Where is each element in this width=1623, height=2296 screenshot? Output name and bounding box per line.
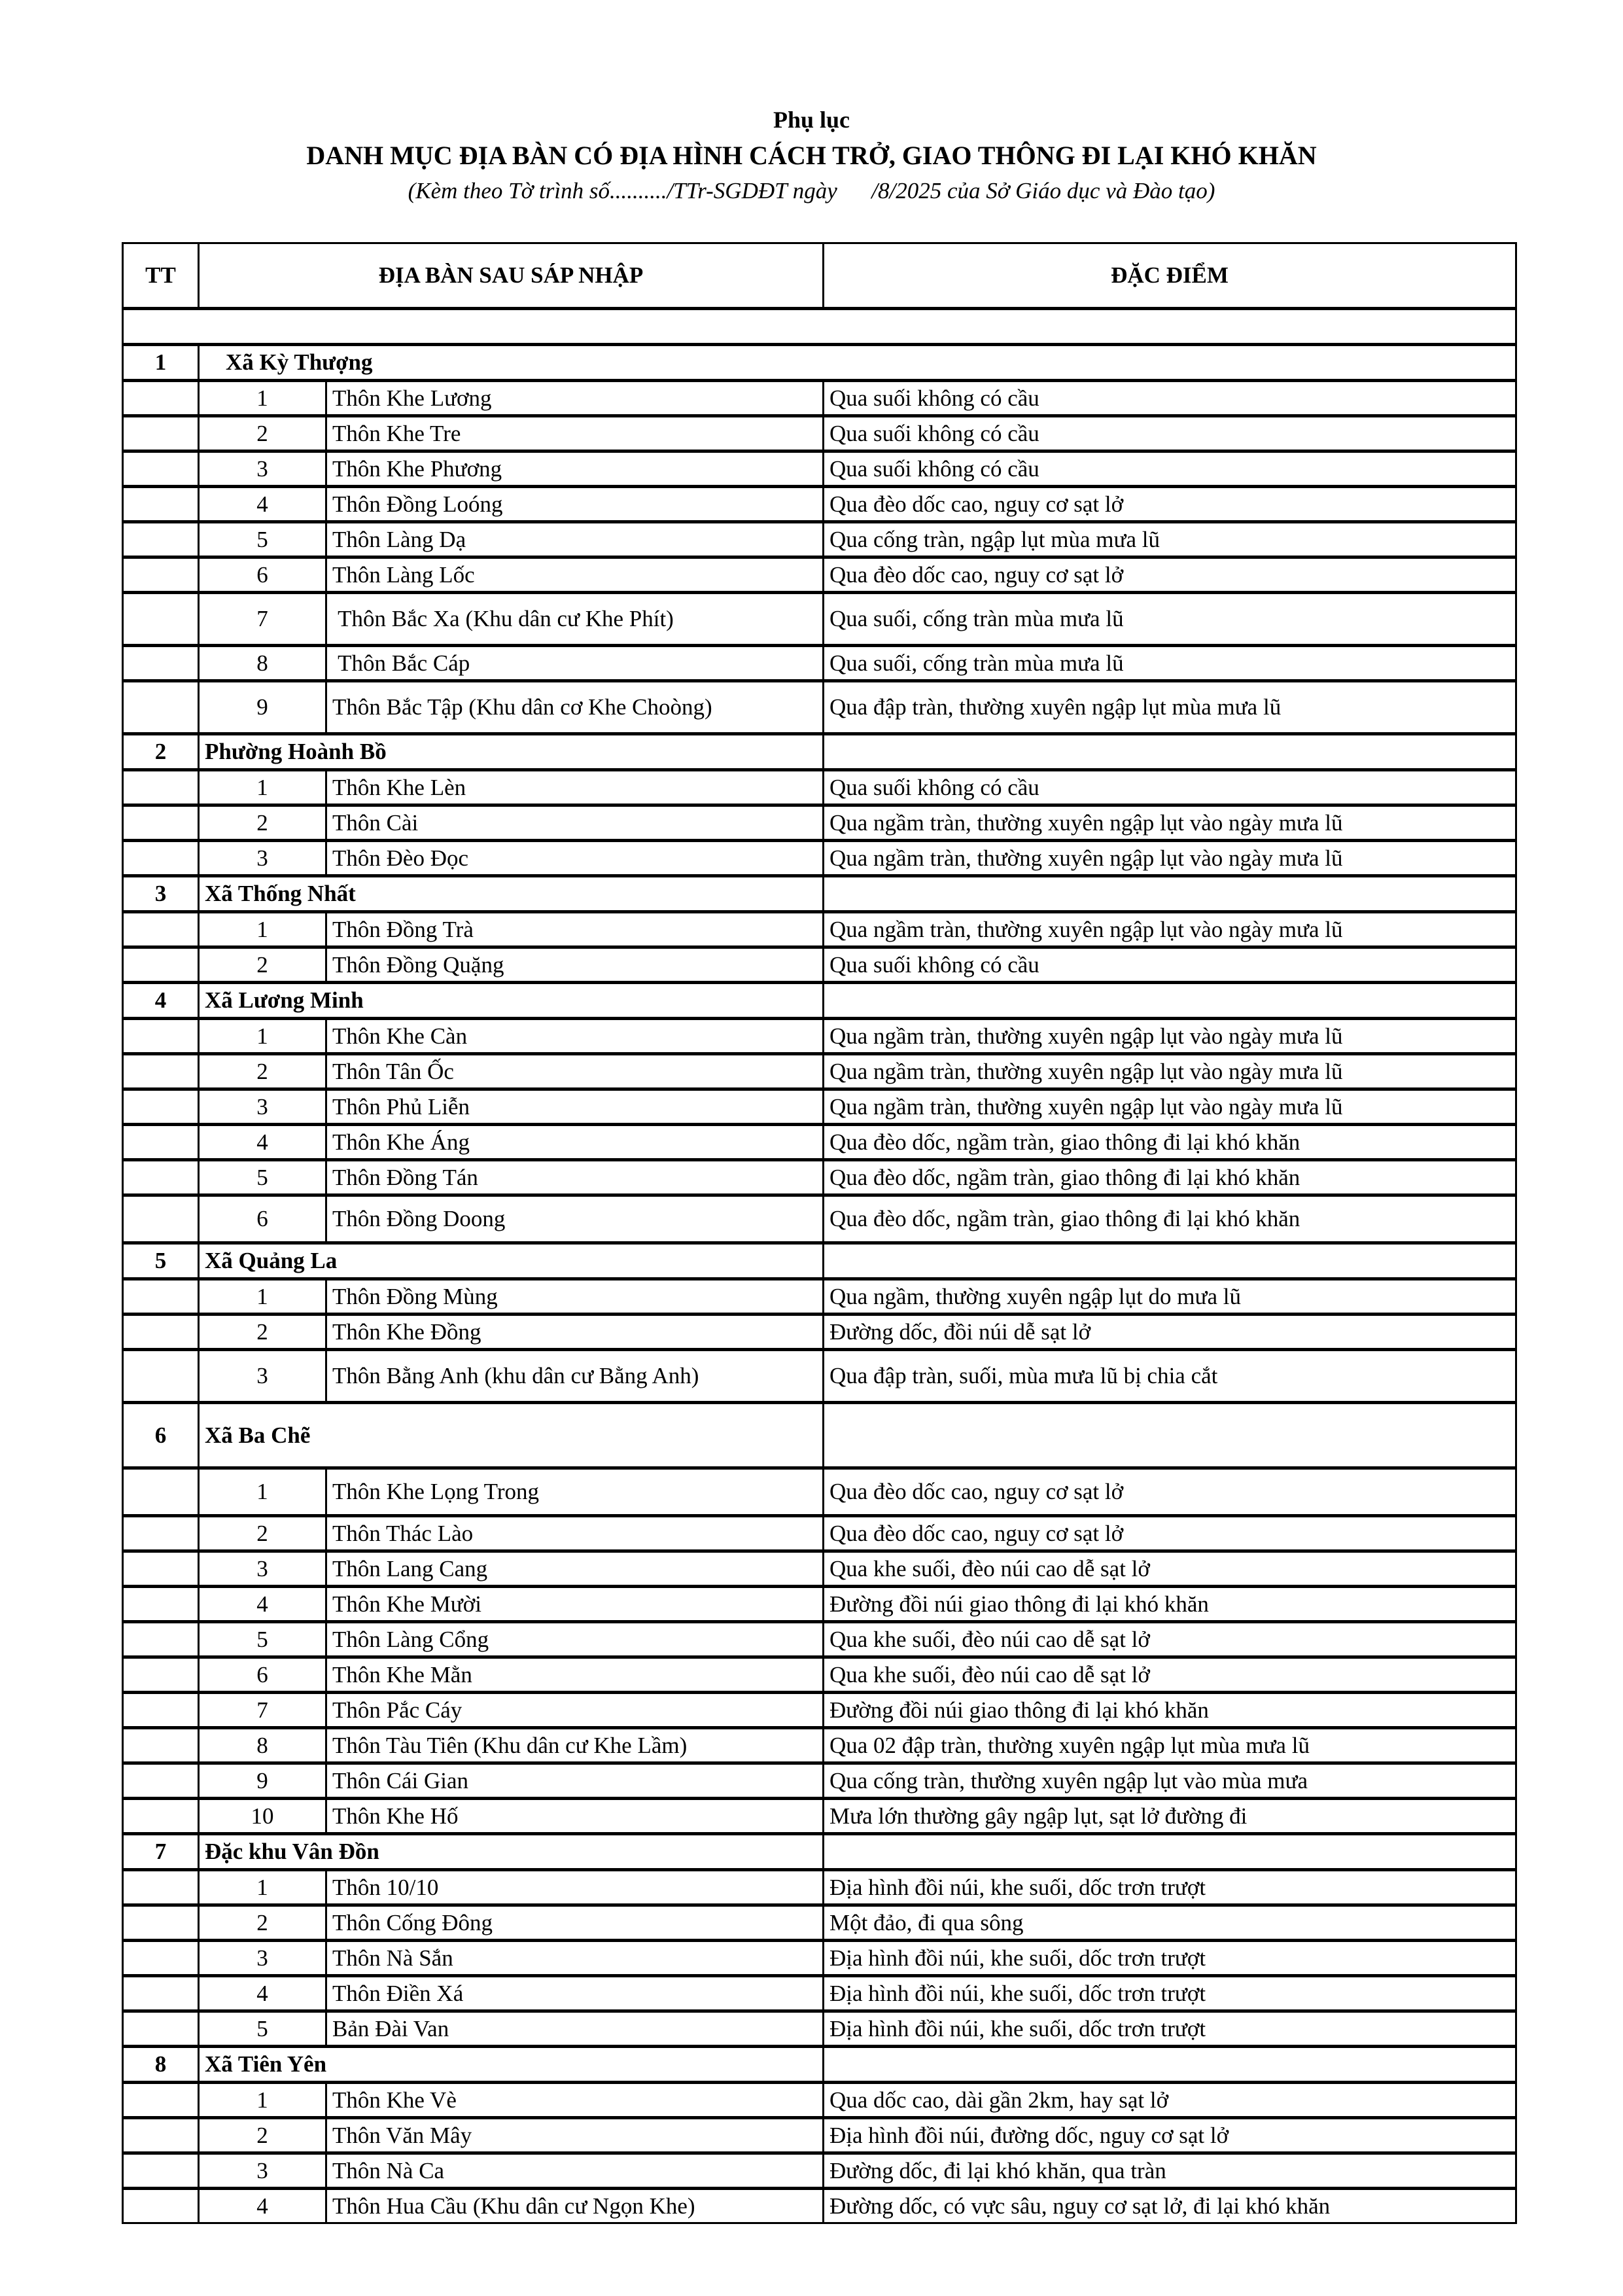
village-name: Thôn Hua Cầu (Khu dân cư Ngọn Khe) [326, 2189, 824, 2223]
item-number: 3 [199, 1941, 326, 1976]
group-row [123, 876, 1516, 912]
table-row [123, 2189, 1516, 2223]
feature-description: Qua ngầm tràn, thường xuyên ngập lụt vào ngày mưa lũ [824, 912, 1516, 947]
column-header-tt: TT [123, 243, 199, 309]
locations-table [122, 242, 1517, 2224]
feature-description: Địa hình đồi núi, đường dốc, nguy cơ sạt lở [824, 2118, 1516, 2153]
item-number: 3 [199, 451, 326, 487]
tt-empty-cell [123, 1551, 199, 1587]
item-number: 6 [199, 1657, 326, 1693]
table-row [123, 1516, 1516, 1551]
feature-description: Đường đồi núi giao thông đi lại khó khăn [824, 1587, 1516, 1622]
tt-empty-cell [123, 1976, 199, 2011]
tt-empty-cell [123, 1763, 199, 1799]
item-number: 3 [199, 1089, 326, 1125]
group-row [123, 2047, 1516, 2083]
feature-description: Qua đèo dốc cao, nguy cơ sạt lở [824, 1516, 1516, 1551]
group-name: Xã Tiên Yên [199, 2047, 824, 2083]
feature-description: Đường dốc, đi lại khó khăn, qua tràn [824, 2153, 1516, 2189]
feature-description: Qua khe suối, đèo núi cao dễ sạt lở [824, 1622, 1516, 1657]
empty-spacer-row [123, 309, 1516, 345]
village-name: Thôn Cống Đông [326, 1905, 824, 1941]
tt-empty-cell [123, 646, 199, 681]
table-row [123, 1693, 1516, 1728]
village-name: Thôn Văn Mây [326, 2118, 824, 2153]
table-row [123, 2083, 1516, 2118]
feature-description: Qua đèo dốc, ngầm tràn, giao thông đi lại khó khăn [824, 1160, 1516, 1195]
item-number: 2 [199, 2118, 326, 2153]
feature-description: Qua đèo dốc, ngầm tràn, giao thông đi lại khó khăn [824, 1125, 1516, 1160]
group-feature-empty [824, 1243, 1516, 1279]
table-row [123, 2011, 1516, 2047]
tt-empty-cell [123, 1315, 199, 1350]
group-number: 2 [123, 734, 199, 770]
feature-description: Qua ngầm tràn, thường xuyên ngập lụt vào ngày mưa lũ [824, 841, 1516, 876]
village-name: Thôn Bằng Anh (khu dân cư Bằng Anh) [326, 1350, 824, 1403]
item-number: 4 [199, 2189, 326, 2223]
table-row [123, 1551, 1516, 1587]
table-row [123, 557, 1516, 593]
village-name: Thôn Tân Ốc [326, 1054, 824, 1089]
group-feature-empty [824, 983, 1516, 1019]
feature-description: Qua khe suối, đèo núi cao dễ sạt lở [824, 1657, 1516, 1693]
table-row [123, 947, 1516, 983]
item-number: 1 [199, 2083, 326, 2118]
village-name: Thôn Điền Xá [326, 1976, 824, 2011]
village-name: Thôn Lang Cang [326, 1551, 824, 1587]
item-number: 1 [199, 381, 326, 416]
appendix-label: Phụ lục [773, 107, 850, 133]
column-header-location: ĐỊA BÀN SAU SÁP NHẬP [199, 243, 824, 309]
feature-description: Qua đập tràn, thường xuyên ngập lụt mùa mưa lũ [824, 681, 1516, 734]
table-row [123, 1905, 1516, 1941]
feature-description: Qua đèo dốc cao, nguy cơ sạt lở [824, 1468, 1516, 1516]
feature-description: Qua đèo dốc, ngầm tràn, giao thông đi lại khó khăn [824, 1195, 1516, 1243]
table-row [123, 1468, 1516, 1516]
feature-description: Địa hình đồi núi, khe suối, dốc trơn trượt [824, 2011, 1516, 2047]
table-row [123, 1728, 1516, 1763]
item-number: 3 [199, 1551, 326, 1587]
item-number: 8 [199, 646, 326, 681]
item-number: 6 [199, 557, 326, 593]
item-number: 1 [199, 1279, 326, 1315]
item-number: 9 [199, 1763, 326, 1799]
table-row [123, 1195, 1516, 1243]
item-number: 10 [199, 1799, 326, 1834]
tt-empty-cell [123, 1622, 199, 1657]
item-number: 3 [199, 841, 326, 876]
group-feature-empty [824, 1834, 1516, 1870]
item-number: 5 [199, 1622, 326, 1657]
group-row [123, 1243, 1516, 1279]
village-name: Thôn Khe Hố [326, 1799, 824, 1834]
village-name: Thôn Khe Đồng [326, 1315, 824, 1350]
village-name: Thôn Đèo Đọc [326, 841, 824, 876]
group-number: 3 [123, 876, 199, 912]
tt-empty-cell [123, 1160, 199, 1195]
village-name: Thôn Đồng Quặng [326, 947, 824, 983]
tt-empty-cell [123, 841, 199, 876]
tt-empty-cell [123, 1125, 199, 1160]
item-number: 3 [199, 2153, 326, 2189]
group-number: 8 [123, 2047, 199, 2083]
table-row [123, 416, 1516, 451]
group-row [123, 983, 1516, 1019]
group-number: 5 [123, 1243, 199, 1279]
item-number: 2 [199, 1315, 326, 1350]
table-row [123, 1622, 1516, 1657]
table-row [123, 681, 1516, 734]
feature-description: Qua cống tràn, thường xuyên ngập lụt vào mùa mưa [824, 1763, 1516, 1799]
feature-description: Đường dốc, có vực sâu, nguy cơ sạt lở, đi lại khó khăn [824, 2189, 1516, 2223]
table-row [123, 1350, 1516, 1403]
tt-empty-cell [123, 1693, 199, 1728]
tt-empty-cell [123, 1870, 199, 1905]
item-number: 1 [199, 1870, 326, 1905]
village-name: Thôn Đồng Trà [326, 912, 824, 947]
table-row [123, 1657, 1516, 1693]
village-name: Bản Đài Van [326, 2011, 824, 2047]
tt-empty-cell [123, 770, 199, 805]
tt-empty-cell [123, 1195, 199, 1243]
feature-description: Qua suối không có cầu [824, 947, 1516, 983]
table-row [123, 841, 1516, 876]
group-name: Xã Ba Chẽ [199, 1403, 824, 1468]
table-row [123, 1160, 1516, 1195]
document-title: DANH MỤC ĐỊA BÀN CÓ ĐỊA HÌNH CÁCH TRỞ, GIAO THÔNG ĐI LẠI KHÓ KHĂN [306, 141, 1317, 170]
group-name: Xã Lương Minh [199, 983, 824, 1019]
table-row [123, 1019, 1516, 1054]
feature-description: Qua dốc cao, dài gần 2km, hay sạt lở [824, 2083, 1516, 2118]
tt-empty-cell [123, 487, 199, 522]
table-row [123, 487, 1516, 522]
feature-description: Qua suối không có cầu [824, 381, 1516, 416]
table-row [123, 770, 1516, 805]
table-row [123, 1870, 1516, 1905]
village-name: Thôn Đồng Doong [326, 1195, 824, 1243]
village-name: Thôn Làng Lốc [326, 557, 824, 593]
village-name: Thôn Làng Cổng [326, 1622, 824, 1657]
village-name: Thôn Bắc Xa (Khu dân cư Khe Phít) [326, 593, 824, 646]
group-name: Xã Thống Nhất [199, 876, 824, 912]
village-name: Thôn Khe Vè [326, 2083, 824, 2118]
feature-description: Qua suối không có cầu [824, 416, 1516, 451]
item-number: 9 [199, 681, 326, 734]
item-number: 2 [199, 1905, 326, 1941]
table-row [123, 1315, 1516, 1350]
tt-empty-cell [123, 1905, 199, 1941]
table-row [123, 2153, 1516, 2189]
table-row [123, 381, 1516, 416]
village-name: Thôn Khe Lương [326, 381, 824, 416]
group-feature-empty [824, 2047, 1516, 2083]
feature-description: Qua cống tràn, ngập lụt mùa mưa lũ [824, 522, 1516, 557]
tt-empty-cell [123, 2189, 199, 2223]
village-name: Thôn Đồng Mùng [326, 1279, 824, 1315]
tt-empty-cell [123, 912, 199, 947]
table-row [123, 522, 1516, 557]
village-name: Thôn Cài [326, 805, 824, 841]
village-name: Thôn Bắc Cáp [326, 646, 824, 681]
item-number: 5 [199, 1160, 326, 1195]
feature-description: Qua suối không có cầu [824, 770, 1516, 805]
feature-description: Qua đèo dốc cao, nguy cơ sạt lở [824, 557, 1516, 593]
tt-empty-cell [123, 1516, 199, 1551]
tt-empty-cell [123, 1468, 199, 1516]
table-row [123, 451, 1516, 487]
item-number: 2 [199, 947, 326, 983]
table-row [123, 1763, 1516, 1799]
feature-description: Đường đồi núi giao thông đi lại khó khăn [824, 1693, 1516, 1728]
tt-empty-cell [123, 1587, 199, 1622]
village-name: Thôn Làng Dạ [326, 522, 824, 557]
feature-description: Địa hình đồi núi, khe suối, dốc trơn trượt [824, 1976, 1516, 2011]
village-name: Thôn Khe Lọng Trong [326, 1468, 824, 1516]
table-row [123, 1125, 1516, 1160]
feature-description: Một đảo, đi qua sông [824, 1905, 1516, 1941]
table-row [123, 2118, 1516, 2153]
feature-description: Qua ngầm tràn, thường xuyên ngập lụt vào ngày mưa lũ [824, 1019, 1516, 1054]
feature-description: Qua suối, cống tràn mùa mưa lũ [824, 593, 1516, 646]
village-name: Thôn Thác Lào [326, 1516, 824, 1551]
tt-empty-cell [123, 1054, 199, 1089]
tt-empty-cell [123, 1089, 199, 1125]
feature-description: Qua suối không có cầu [824, 451, 1516, 487]
group-number: 7 [123, 1834, 199, 1870]
table-row [123, 1941, 1516, 1976]
tt-empty-cell [123, 947, 199, 983]
group-name: Phường Hoành Bồ [199, 734, 824, 770]
tt-empty-cell [123, 381, 199, 416]
village-name: Thôn Đồng Loóng [326, 487, 824, 522]
group-row [123, 1403, 1516, 1468]
feature-description: Qua ngầm tràn, thường xuyên ngập lụt vào ngày mưa lũ [824, 805, 1516, 841]
table-row [123, 912, 1516, 947]
group-name: Xã Quảng La [199, 1243, 824, 1279]
group-number: 4 [123, 983, 199, 1019]
group-row [123, 345, 1516, 381]
village-name: Thôn Khe Tre [326, 416, 824, 451]
table-header-row [123, 243, 1516, 309]
empty-cell [123, 309, 1516, 345]
tt-empty-cell [123, 522, 199, 557]
item-number: 3 [199, 1350, 326, 1403]
item-number: 2 [199, 805, 326, 841]
feature-description: Qua ngầm tràn, thường xuyên ngập lụt vào ngày mưa lũ [824, 1089, 1516, 1125]
item-number: 1 [199, 1468, 326, 1516]
group-name: Xã Kỳ Thượng [199, 345, 1516, 381]
feature-description: Qua ngầm tràn, thường xuyên ngập lụt vào ngày mưa lũ [824, 1054, 1516, 1089]
item-number: 4 [199, 1125, 326, 1160]
tt-empty-cell [123, 1350, 199, 1403]
group-row [123, 734, 1516, 770]
tt-empty-cell [123, 681, 199, 734]
village-name: Thôn Pắc Cáy [326, 1693, 824, 1728]
village-name: Thôn Bắc Tập (Khu dân cơ Khe Choòng) [326, 681, 824, 734]
village-name: Thôn Khe Mằn [326, 1657, 824, 1693]
tt-empty-cell [123, 416, 199, 451]
tt-empty-cell [123, 1019, 199, 1054]
item-number: 8 [199, 1728, 326, 1763]
feature-description: Địa hình đồi núi, khe suối, dốc trơn trượt [824, 1870, 1516, 1905]
item-number: 1 [199, 770, 326, 805]
tt-empty-cell [123, 1799, 199, 1834]
table-row [123, 1587, 1516, 1622]
village-name: Thôn Cái Gian [326, 1763, 824, 1799]
group-feature-empty [824, 734, 1516, 770]
feature-description: Mưa lớn thường gây ngập lụt, sạt lở đường đi [824, 1799, 1516, 1834]
feature-description: Qua đập tràn, suối, mùa mưa lũ bị chia cắt [824, 1350, 1516, 1403]
village-name: Thôn Nà Ca [326, 2153, 824, 2189]
group-feature-empty [824, 1403, 1516, 1468]
village-name: Thôn Khe Phương [326, 451, 824, 487]
village-name: Thôn Khe Mười [326, 1587, 824, 1622]
item-number: 2 [199, 416, 326, 451]
table-row [123, 1089, 1516, 1125]
group-number: 6 [123, 1403, 199, 1468]
item-number: 1 [199, 912, 326, 947]
item-number: 4 [199, 1587, 326, 1622]
feature-description: Qua 02 đập tràn, thường xuyên ngập lụt mùa mưa lũ [824, 1728, 1516, 1763]
item-number: 1 [199, 1019, 326, 1054]
tt-empty-cell [123, 557, 199, 593]
document-subtitle: (Kèm theo Tờ trình số........../TTr-SGDĐT ngày /8/2025 của Sở Giáo dục và Đào tạo) [408, 178, 1215, 203]
feature-description: Địa hình đồi núi, khe suối, dốc trơn trượt [824, 1941, 1516, 1976]
group-name: Đặc khu Vân Đồn [199, 1834, 824, 1870]
item-number: 4 [199, 1976, 326, 2011]
item-number: 2 [199, 1516, 326, 1551]
village-name: Thôn Phủ Liễn [326, 1089, 824, 1125]
tt-empty-cell [123, 1657, 199, 1693]
feature-description: Qua đèo dốc cao, nguy cơ sạt lở [824, 487, 1516, 522]
table-row [123, 1279, 1516, 1315]
village-name: Thôn Khe Áng [326, 1125, 824, 1160]
column-header-features: ĐẶC ĐIỂM [824, 243, 1516, 309]
feature-description: Đường dốc, đồi núi dễ sạt lở [824, 1315, 1516, 1350]
table-row [123, 1976, 1516, 2011]
tt-empty-cell [123, 2083, 199, 2118]
table-row [123, 593, 1516, 646]
item-number: 5 [199, 2011, 326, 2047]
village-name: Thôn Khe Càn [326, 1019, 824, 1054]
village-name: Thôn 10/10 [326, 1870, 824, 1905]
table-body [123, 309, 1516, 2223]
village-name: Thôn Nà Sắn [326, 1941, 824, 1976]
village-name: Thôn Tàu Tiên (Khu dân cư Khe Lầm) [326, 1728, 824, 1763]
tt-empty-cell [123, 2153, 199, 2189]
item-number: 2 [199, 1054, 326, 1089]
tt-empty-cell [123, 805, 199, 841]
item-number: 7 [199, 593, 326, 646]
tt-empty-cell [123, 1279, 199, 1315]
tt-empty-cell [123, 451, 199, 487]
feature-description: Qua ngầm, thường xuyên ngập lụt do mưa lũ [824, 1279, 1516, 1315]
feature-description: Qua khe suối, đèo núi cao dễ sạt lở [824, 1551, 1516, 1587]
item-number: 6 [199, 1195, 326, 1243]
group-feature-empty [824, 876, 1516, 912]
item-number: 4 [199, 487, 326, 522]
group-row [123, 1834, 1516, 1870]
table-row [123, 805, 1516, 841]
table-row [123, 646, 1516, 681]
tt-empty-cell [123, 2118, 199, 2153]
feature-description: Qua suối, cống tràn mùa mưa lũ [824, 646, 1516, 681]
tt-empty-cell [123, 1728, 199, 1763]
tt-empty-cell [123, 1941, 199, 1976]
table-row [123, 1054, 1516, 1089]
group-number: 1 [123, 345, 199, 381]
village-name: Thôn Đồng Tán [326, 1160, 824, 1195]
item-number: 7 [199, 1693, 326, 1728]
tt-empty-cell [123, 593, 199, 646]
village-name: Thôn Khe Lèn [326, 770, 824, 805]
tt-empty-cell [123, 2011, 199, 2047]
item-number: 5 [199, 522, 326, 557]
table-row [123, 1799, 1516, 1834]
